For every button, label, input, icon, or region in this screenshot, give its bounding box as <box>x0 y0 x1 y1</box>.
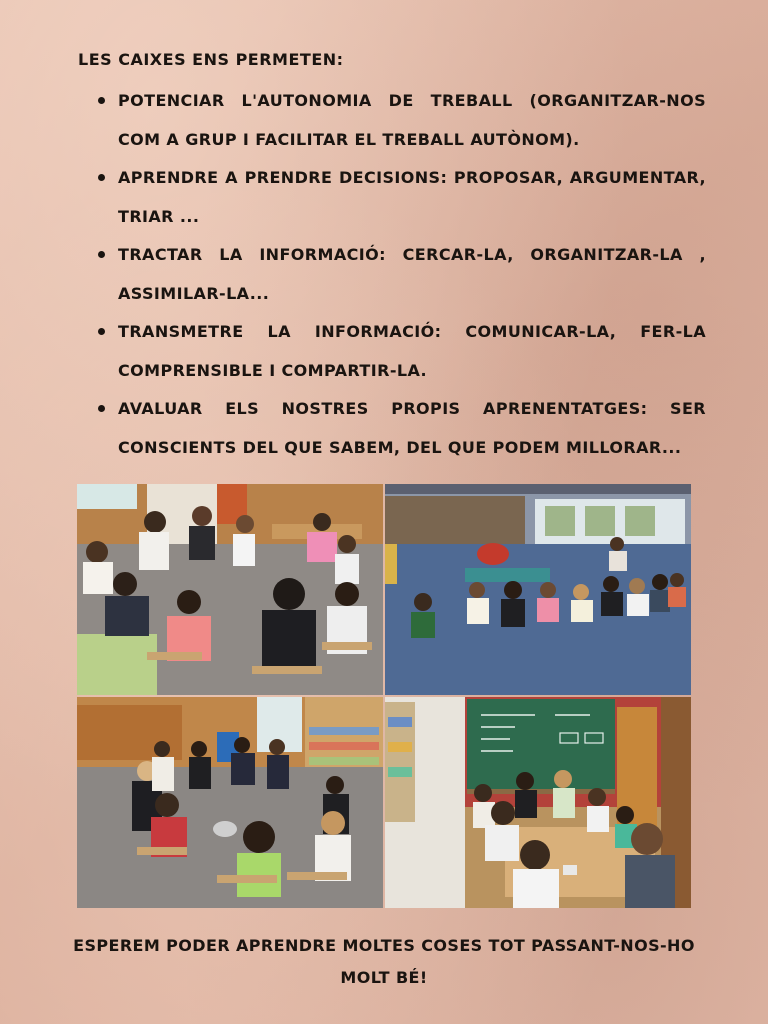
photo-library-circle <box>77 697 383 908</box>
bullet-icon <box>98 97 105 104</box>
list-item <box>98 159 706 236</box>
list-item <box>98 313 706 390</box>
bullet-icon <box>98 251 105 258</box>
photo-grid <box>77 484 691 908</box>
bullet-icon <box>98 405 105 412</box>
list-item-text: POTENCIAR L'AUTONOMIA DE TREBALL (ORGANITZAR-NOS COM A GRUP I FACILITAR EL TREBALL AUTÒNOM). <box>118 91 706 149</box>
list-item-text: APRENDRE A PRENDRE DECISIONS: PROPOSAR, ARGUMENTAR, TRIAR ... <box>118 168 706 226</box>
closing-message: ESPEREM PODER APRENDRE MOLTES COSES TOT PASSANT-NOS-HO MOLT BÉ! <box>73 936 695 987</box>
photo-classroom-circle <box>77 484 383 695</box>
section-heading: LES CAIXES ENS PERMETEN: <box>78 50 344 69</box>
benefits-list <box>98 82 706 467</box>
bullet-icon <box>98 174 105 181</box>
list-item-text: TRANSMETRE LA INFORMACIÓ: COMUNICAR-LA, FER-LA COMPRENSIBLE I COMPARTIR-LA. <box>118 322 706 380</box>
photo-gym-circle <box>385 484 691 695</box>
photo-classroom-table <box>385 697 691 908</box>
bullet-icon <box>98 328 105 335</box>
list-item <box>98 82 706 159</box>
list-item <box>98 236 706 313</box>
list-item-text: AVALUAR ELS NOSTRES PROPIS APRENENTATGES: SER CONSCIENTS DEL QUE SABEM, DEL QUE PODEM MILLORAR... <box>118 399 706 457</box>
list-item <box>98 390 706 467</box>
list-item-text: TRACTAR LA INFORMACIÓ: CERCAR-LA, ORGANITZAR-LA , ASSIMILAR-LA... <box>118 245 706 303</box>
